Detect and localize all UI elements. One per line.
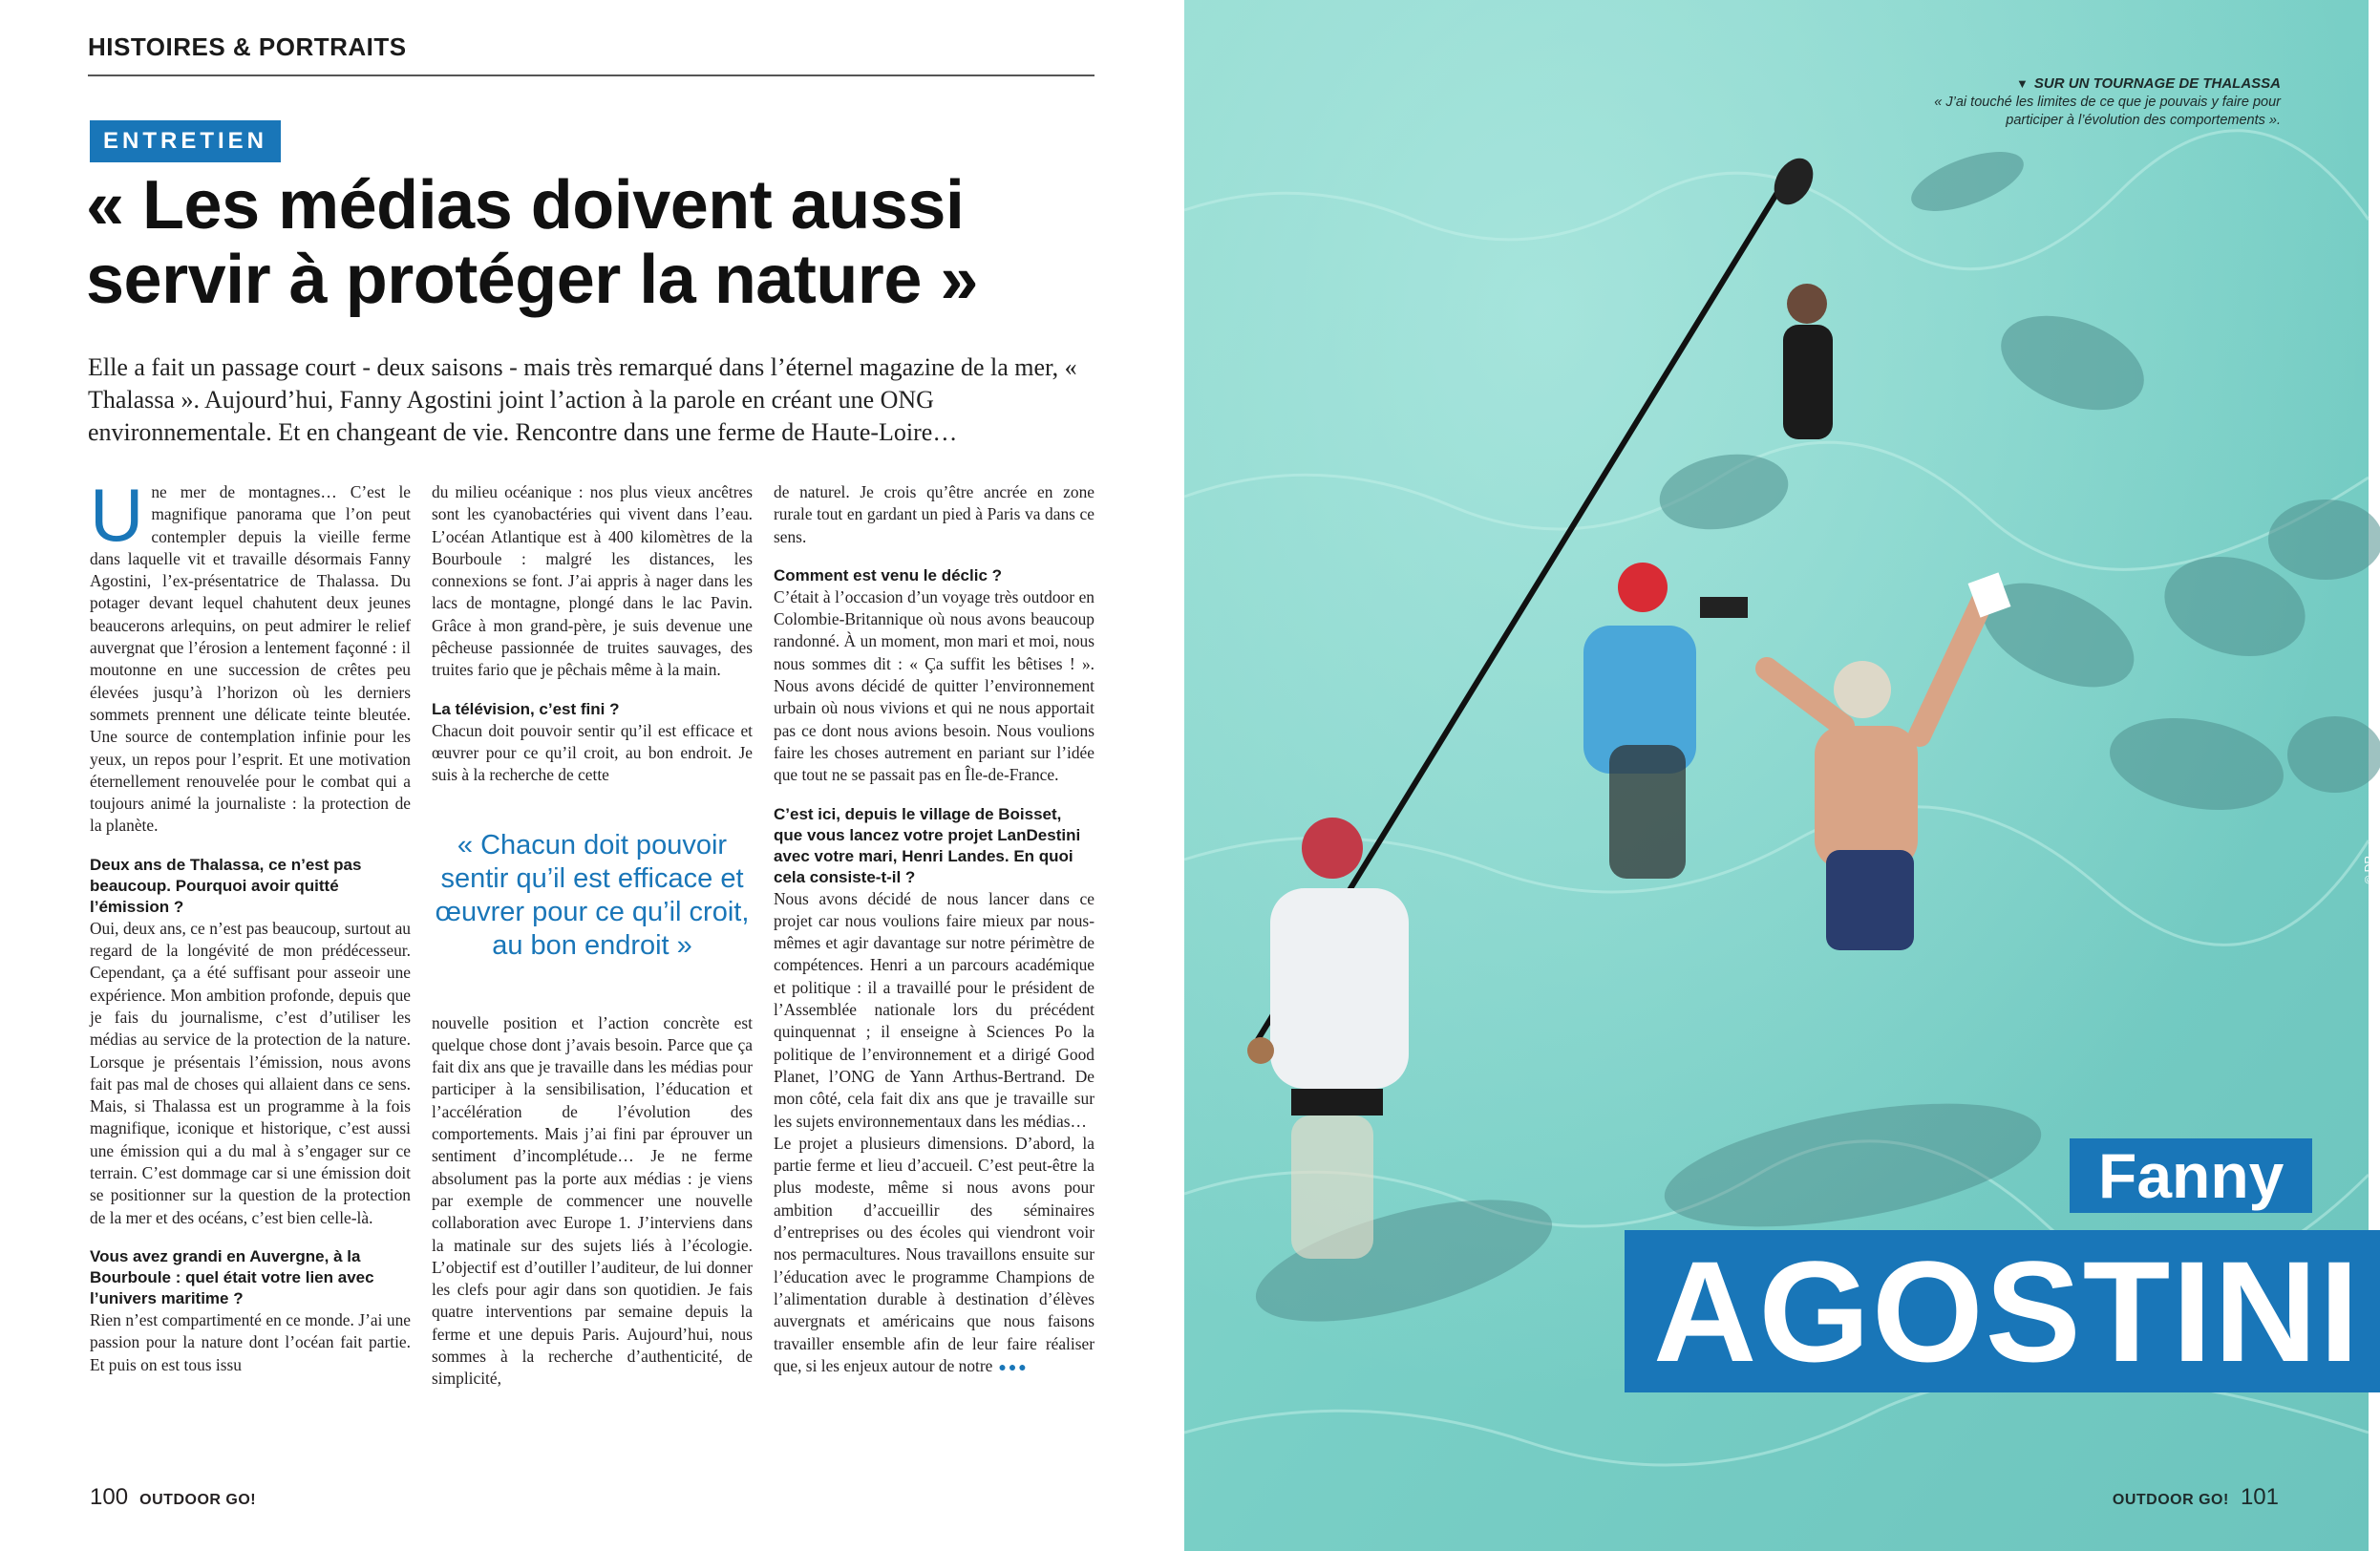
folio-left [90,1484,256,1511]
photo-caption [1880,74,2281,130]
caption-triangle-icon: ▼ [2016,76,2029,91]
intro-text: ne mer de montagnes… C’est le magnifique panorama que l’on peut contempler depuis la vieille ferme dans laquelle vit et travaille désormais Fanny Agostini, l’ex-présentatrice de Thalassa. Du potager devant lequel chahutent deux jeunes beaucerons arlequins, on peut admirer le relief auvergnat que l’érosion a lentement façonné : il moutonne en une succession de crêtes peu élevées jusqu’à l’horizon où les derniers sommets prennent une délicate teinte bleutée. Une source de contemplation infinie pour les yeux, un repos pour l’esprit. Et une motivation éternellement renouvelée pour le combat qui a toujours animé la journaliste : la protection de la planète. [90,482,411,836]
drop-cap: U [90,473,144,557]
answer: de naturel. Je crois qu’être ancrée en zone rurale tout en gardant un pied à Paris va dans ce sens. [774,482,1094,546]
presenter-figure [1783,284,1833,439]
folio-right [2113,1484,2279,1511]
continued-dots-icon: ●●● [998,1358,1029,1374]
answer: du milieu océanique : nos plus vieux ancêtres sont les cyanobactéries qui vivent dans l’eau. L’océan Atlantique est à 400 kilomètres de la Bourboule : malgré les distances, les connexions se font. J’ai appris à nager dans les lacs de montagne, plongé dans le lac Pavin. Grâce à mon grand-père, je suis devenue une pêcheuse passionnée de truites sauvages, des truites fario que je pêchais même à la main. [432,482,753,680]
section-label: HISTOIRES & PORTRAITS [88,32,407,61]
name-first: Fanny [2070,1138,2312,1213]
question: Deux ans de Thalassa, ce n’est pas beaucoup. Pourquoi avoir quitté l’émission ? [90,855,362,916]
answer-text: Le projet a plusieurs dimensions. D’abord, la partie ferme et lieu d’accueil. C’est peut-être la plus modeste, même si nous avons pour ambition d’accueillir des séminaires d’entreprises ou des écoles qui viendront voir nos permacultures. Nous travaillons ensuite sur l’éducation avec le programme Champions de l’alimentation durable à destination d’élèves auvergnats et américains que nous faisons travailler ensemble afin de leur faire réaliser que, si les enjeux autour de notre [774,1133,1094,1375]
headline [86,168,1156,317]
answer [774,1133,1094,1378]
answer: C’était à l’occasion d’un voyage très outdoor en Colombie-Britannique où nous avons beaucoup randonné. À un moment, mon mari et moi, nous nous sommes dit : « Ça suffit les bêtises ! ». Nous avons décidé de quitter l’environnement urbain où nous vivions et qui ne nous apportait pas ce dont nous avions besoin. Nous voulions faire les choses autrement en pariant sur l’idée que tout ne se passait pas en Île-de-France. [774,586,1094,785]
magazine-name: OUTDOOR GO! [139,1492,257,1508]
caption-title: SUR UN TOURNAGE DE THALASSA [2033,75,2281,92]
question: Vous avez grandi en Auvergne, à la Bourboule : quel était votre lien avec l’univers maritime ? [90,1246,374,1307]
headline-line-1: « Les médias doivent aussi [86,167,965,244]
answer: Rien n’est compartimenté en ce monde. J’ai une passion pour la nature dont l’océan fait partie. Et puis on est tous issu [90,1309,411,1374]
answer: nouvelle position et l’action concrète est quelque chose dont j’avais besoin. Parce que ça fait dix ans que je travaille dans les médias pour participer à la sensibilisation, l’éducation et l’accélération de l’évolution des comportements. Mais j’ai fini par éprouver un sentiment d’incomplétude… Je ne ferme absolument pas la porte aux médias : je viens par exemple de commencer une nouvelle collaboration avec Europe 1. J’interviens dans la matinale sur des sujets liés à l’écologie. L’objectif est d’outiller l’auditeur, de lui donner les clefs pour agir dans son quotidien. Je fais quatre interventions par semaine depuis la ferme et une depuis Paris. Aujourd’hui, nous sommes à la recherche d’authenticité, de simplicité, [432,1012,753,1389]
text-column-2 [432,481,753,1391]
question: La télévision, c’est fini ? [432,699,620,718]
page-number: 101 [2240,1484,2279,1510]
left-page [0,0,1184,1551]
page-number: 100 [90,1484,129,1510]
lede: Elle a fait un passage court - deux saisons - mais très remarqué dans l’éternel magazine de la mer, « Thalassa ». Aujourd’hui, Fanny Agostini joint l’action à la parole en créant une ONG environnementale. Et en changeant de vie. Rencontre dans une ferme de Haute-Loire… [88,353,1077,446]
right-page [1184,0,2376,1551]
question: C’est ici, depuis le village de Boisset, que vous lancez votre projet LanDestini avec votre mari, Henri Landes. En quoi cela consiste-t-il ? [774,804,1081,886]
photo-credit: © DR [2363,856,2376,884]
question: Comment est venu le déclic ? [774,565,1003,584]
intro-paragraph [90,473,411,838]
text-column-1 [90,473,411,1376]
pull-quote: « Chacun doit pouvoir sentir qu’il est efficace et œuvrer pour ce qu’il croit, au bon endroit » [435,829,750,961]
text-column-3 [774,481,1094,1378]
answer: Chacun doit pouvoir sentir qu’il est efficace et œuvrer pour ce qu’il croit, au bon endroit. Je suis à la recherche de cette [432,720,753,785]
name-last: AGOSTINI [1625,1230,2380,1392]
caption-text: « J’ai touché les limites de ce que je pouvais y faire pour participer à l’évolution des comportements ». [1934,95,2281,128]
headline-line-2: servir à protéger la nature » [86,242,978,318]
category-tag: ENTRETIEN [90,120,281,162]
answer: Oui, deux ans, ce n’est pas beaucoup, surtout au regard de la longévité de mon prédécesseur. Cependant, ça a été suffisant pour asseoir une expérience. Mon ambition profonde, depuis que je fais du journalisme, c’est d’utiliser les médias au service de la protection de la nature. Lorsque je présentais l’émission, nous avons fait pas mal de choses qui allaient dans ce sens. Mais, si Thalassa est un programme à la fois magnifique, iconique et historique, c’est aussi une émission qui a du mal à s’engager sur ce terrain. C’est dommage car si une émission doit se positionner sur la question de la protection de la mer et des océans, c’est bien celle-là. [90,918,411,1227]
magazine-name: OUTDOOR GO! [2112,1492,2229,1508]
section-divider [88,74,1094,76]
answer: Nous avons décidé de nous lancer dans ce projet car nous voulions faire mieux par nous-mêmes et agir davantage sur notre périmètre de compétences. Henri a un parcours académique et politique : il a travaillé pour le président de l’Assemblée nationale lors du précédent quinquennat ; il enseigne à Sciences Po la politique de l’environnement et a dirigé Good Planet, l’ONG de Yann Arthus-Bertrand. De mon côté, cela fait dix ans que je travaille sur les sujets environnementaux dans les médias… [774,888,1094,1131]
